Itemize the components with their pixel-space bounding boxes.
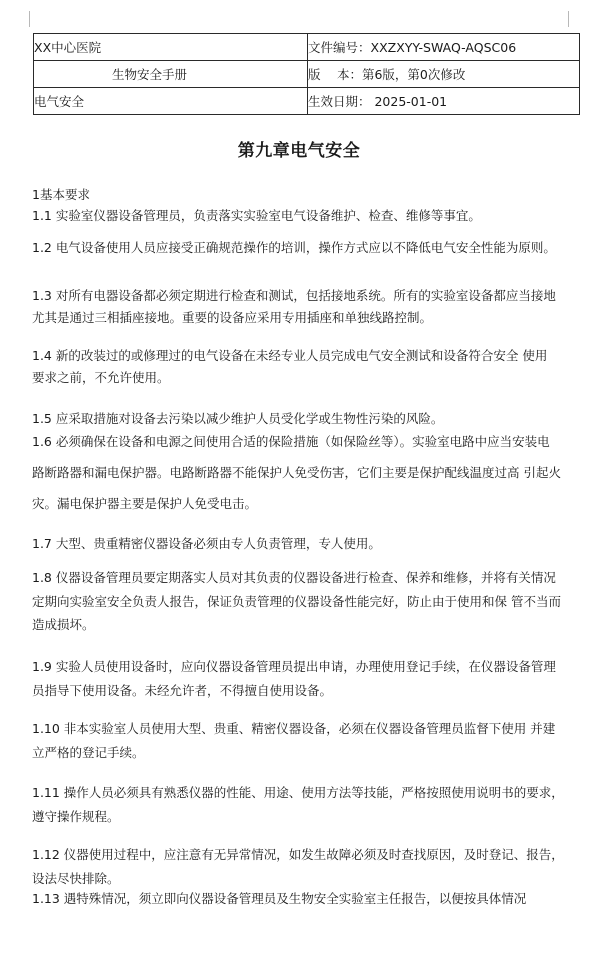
paragraph-line: 1.12 仪器使用过程中，应注意有无异常情况，如发生故障必须及时查找原因，及时登记、报告， bbox=[32, 847, 564, 862]
hospital-name: XX中心医院 bbox=[34, 34, 308, 61]
paragraph-1-10 bbox=[32, 717, 584, 765]
paragraph-line: 路断路器和漏电保护器。电路断路器不能保护人免受伤害，它们主要是保护配线温度过高 引起火 bbox=[32, 465, 561, 480]
paragraph-1-6 bbox=[32, 426, 584, 519]
paragraph-line: 员指导下使用设备。未经允许者，不得擅自使用设备。 bbox=[32, 683, 333, 698]
paragraph-1-12 bbox=[32, 843, 584, 891]
paragraph-line: 1.9 实验人员使用设备时，应向仪器设备管理员提出申请，办理使用登记手续，在仪器设备管理 bbox=[32, 659, 556, 674]
header-row bbox=[34, 88, 580, 115]
chapter-title: 第九章电气安全 bbox=[237, 141, 361, 161]
paragraph-line: 要求之前，不允许使用。 bbox=[32, 370, 170, 385]
paragraph-1-8 bbox=[32, 566, 584, 637]
paragraph-line: 遵守操作规程。 bbox=[32, 809, 120, 824]
paragraph-1-4 bbox=[32, 345, 584, 389]
manual-name: 生物安全手册 bbox=[34, 61, 308, 88]
effective-date: 生效日期： 2025-01-01 bbox=[308, 88, 580, 115]
document-number: 文件编号：XXZXYY-SWAQ-AQSC06 bbox=[308, 34, 580, 61]
paragraph-line: 尤其是通过三相插座接地。重要的设备应采用专用插座和单独线路控制。 bbox=[32, 310, 433, 325]
paragraph-1-13: 1.13 遇特殊情况，须立即向仪器设备管理员及生物安全实验室主任报告，以便按具体情况 bbox=[32, 891, 527, 906]
section-name: 电气安全 bbox=[34, 88, 308, 115]
paragraph-1-11 bbox=[32, 781, 584, 829]
paragraph-1-1: 1.1 实验室仪器设备管理员，负责落实实验室电气设备维护、检查、维修等事宜。 bbox=[32, 208, 481, 223]
paragraph-line: 1.4 新的改装过的或修理过的电气设备在未经专业人员完成电气安全测试和设备符合安全 使用 bbox=[32, 348, 548, 363]
paragraph-line: 1.3 对所有电器设备都必须定期进行检查和测试，包括接地系统。所有的实验室设备都应当接地 bbox=[32, 288, 556, 303]
paragraph-line: 设法尽快排除。 bbox=[32, 871, 120, 886]
margin-mark-right bbox=[568, 11, 569, 27]
paragraph-line: 1.6 必须确保在设备和电源之间使用合适的保险措施（如保险丝等）。实验室电路中应当安装电 bbox=[32, 434, 550, 449]
paragraph-1-2: 1.2 电气设备使用人员应接受正确规范操作的培训，操作方式应以不降低电气安全性能为原则。 bbox=[32, 240, 556, 255]
margin-mark-left bbox=[29, 11, 30, 27]
version-info: 版 本：第6版，第0次修改 bbox=[308, 61, 580, 88]
paragraph-line: 灾。漏电保护器主要是保护人免受电击。 bbox=[32, 496, 258, 511]
paragraph-line: 定期向实验室安全负责人报告，保证负责管理的仪器设备性能完好，防止由于使用和保 管不当而 bbox=[32, 593, 561, 609]
header-row bbox=[34, 61, 580, 88]
section-heading: 1基本要求 bbox=[32, 187, 90, 202]
paragraph-1-7: 1.7 大型、贵重精密仪器设备必须由专人负责管理，专人使用。 bbox=[32, 536, 381, 551]
paragraph-line: 1.10 非本实验室人员使用大型、贵重、精密仪器设备，必须在仪器设备管理员监督下使用 并建 bbox=[32, 721, 556, 736]
document-header-table bbox=[33, 33, 580, 115]
paragraph-1-3 bbox=[32, 285, 584, 329]
paragraph-line: 造成损坏。 bbox=[32, 617, 95, 632]
paragraph-1-5: 1.5 应采取措施对设备去污染以减少维护人员受化学或生物性污染的风险。 bbox=[32, 411, 444, 426]
paragraph-line: 立严格的登记手续。 bbox=[32, 745, 145, 760]
paragraph-1-9 bbox=[32, 655, 584, 703]
paragraph-line: 1.8 仪器设备管理员要定期落实人员对其负责的仪器设备进行检查、保养和维修，并将有关情况 bbox=[32, 570, 556, 585]
header-row bbox=[34, 34, 580, 61]
paragraph-line: 1.11 操作人员必须具有熟悉仪器的性能、用途、使用方法等技能，严格按照使用说明书的要求， bbox=[32, 785, 564, 800]
